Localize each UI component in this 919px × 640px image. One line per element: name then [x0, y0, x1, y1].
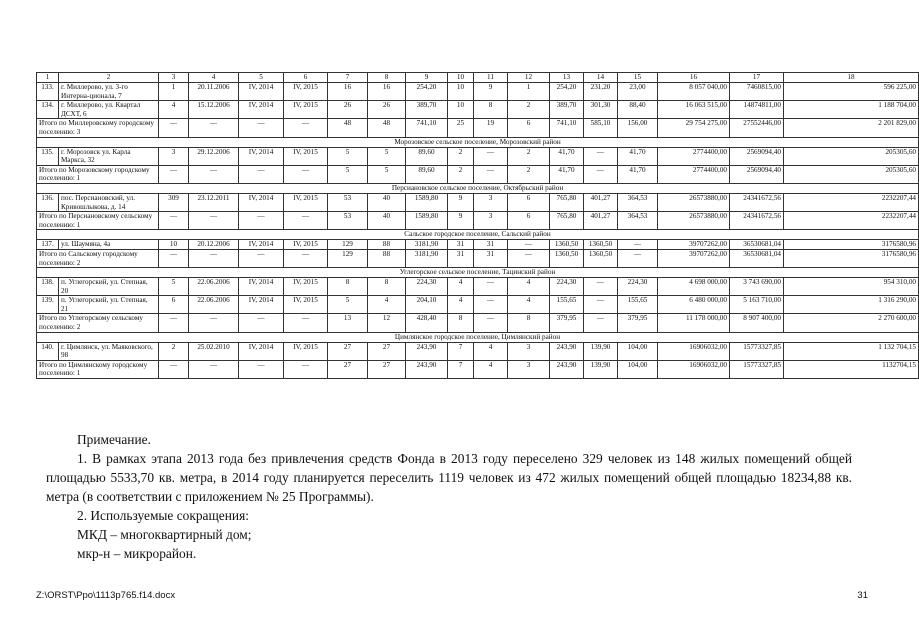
- table-cell: —: [284, 165, 328, 183]
- table-cell: 5: [328, 296, 368, 314]
- table-cell: 1132704,15: [784, 360, 919, 378]
- table-cell: 6: [159, 296, 189, 314]
- section-row: [37, 137, 919, 147]
- table-cell: 27: [328, 342, 368, 360]
- table-cell: 26: [328, 101, 368, 119]
- table-cell: 89,60: [406, 165, 448, 183]
- total-row: [37, 212, 919, 230]
- section-row: [37, 332, 919, 342]
- column-number: 9: [406, 73, 448, 83]
- table-cell: 155,65: [618, 296, 658, 314]
- table-cell: 5: [368, 165, 406, 183]
- table-cell: 156,00: [618, 119, 658, 137]
- table-cell: 41,70: [550, 165, 584, 183]
- table-cell: 6: [508, 212, 550, 230]
- table-cell: 16906032,00: [658, 342, 730, 360]
- table-cell: IV, 2014: [239, 147, 284, 165]
- table-cell: 16: [328, 83, 368, 101]
- table-cell: 16 063 515,00: [658, 101, 730, 119]
- table-cell: 3: [508, 342, 550, 360]
- table-cell: IV, 2015: [284, 147, 328, 165]
- table-cell: 136.: [37, 193, 59, 211]
- table-cell: 88: [368, 249, 406, 267]
- table-cell: 596 225,00: [784, 83, 919, 101]
- table-cell: —: [189, 212, 239, 230]
- table-cell: 1 188 704,00: [784, 101, 919, 119]
- table-cell: 364,53: [618, 193, 658, 211]
- table-cell: 2 270 600,00: [784, 314, 919, 332]
- table-cell: IV, 2014: [239, 101, 284, 119]
- table-cell: 27: [368, 342, 406, 360]
- table-cell: 16906032,00: [658, 360, 730, 378]
- table-cell: 20.11.2006: [189, 83, 239, 101]
- table-cell: 5: [328, 165, 368, 183]
- table-cell: 6: [508, 193, 550, 211]
- address-cell: г. Миллерово, ул. 3-го Интерна-ционала, 7: [59, 83, 159, 101]
- table-cell: —: [284, 314, 328, 332]
- total-label: Итого по Персиановскому сельскому поселению: 1: [37, 212, 159, 230]
- table-cell: 139.: [37, 296, 59, 314]
- table-cell: 741,10: [406, 119, 448, 137]
- column-number: 7: [328, 73, 368, 83]
- column-number: 17: [730, 73, 784, 83]
- table-cell: 27552446,00: [730, 119, 784, 137]
- column-number: 10: [448, 73, 474, 83]
- table-cell: 7460815,00: [730, 83, 784, 101]
- table-cell: 13: [328, 314, 368, 332]
- table-row: [37, 83, 919, 101]
- note-paragraph-2: 2. Используемые сокращения:: [77, 508, 249, 523]
- table-header-row: [37, 73, 919, 83]
- table-cell: 364,53: [618, 212, 658, 230]
- table-cell: 27: [328, 360, 368, 378]
- table-cell: 765,80: [550, 212, 584, 230]
- column-number: 1: [37, 73, 59, 83]
- table-cell: —: [474, 165, 508, 183]
- table-cell: —: [584, 147, 618, 165]
- table-cell: 40: [368, 212, 406, 230]
- table-cell: 2: [508, 165, 550, 183]
- table-cell: —: [189, 119, 239, 137]
- table-cell: 205305,60: [784, 147, 919, 165]
- table-row: [37, 342, 919, 360]
- table-cell: 26: [368, 101, 406, 119]
- table-cell: —: [159, 249, 189, 267]
- table-cell: —: [159, 212, 189, 230]
- table-cell: 2569094,40: [730, 147, 784, 165]
- table-cell: 89,60: [406, 147, 448, 165]
- total-label: Итого по Миллеровскому городскому поселению: 3: [37, 119, 159, 137]
- table-cell: 10: [448, 101, 474, 119]
- table-cell: 2: [508, 147, 550, 165]
- table-cell: 23.12.2011: [189, 193, 239, 211]
- column-number: 13: [550, 73, 584, 83]
- table-cell: 27: [368, 360, 406, 378]
- table-cell: IV, 2014: [239, 342, 284, 360]
- total-row: [37, 360, 919, 378]
- table-cell: IV, 2014: [239, 83, 284, 101]
- section-title: Персиановское сельское поселение, Октябрьский район: [37, 183, 919, 193]
- table-cell: 1360,50: [584, 240, 618, 250]
- note-paragraph-1: 1. В рамках этапа 2013 года без привлечения средств Фонда в 2013 году переселено 329 человек из 148 жилых помещений общей площадью 5533,70 кв. метра, в 2014 году планируется переселить 1119 человек из 472 жилых помещений общей площадью 18234,88 кв. метра (в соответствии с приложением № 25 Программы).: [46, 451, 852, 504]
- housing-relocation-table: [36, 72, 919, 379]
- table-cell: 8: [448, 314, 474, 332]
- table-cell: 2: [448, 147, 474, 165]
- total-label: Итого по Углегорскому сельскому поселению: 2: [37, 314, 159, 332]
- table-cell: 204,10: [406, 296, 448, 314]
- table-cell: —: [239, 165, 284, 183]
- table-row: [37, 147, 919, 165]
- page-number: 31: [857, 590, 868, 601]
- table-cell: —: [618, 249, 658, 267]
- table-cell: IV, 2015: [284, 342, 328, 360]
- table-cell: 15.12.2006: [189, 101, 239, 119]
- table-cell: 36530681,04: [730, 249, 784, 267]
- table-cell: —: [584, 165, 618, 183]
- table-row: [37, 240, 919, 250]
- note-heading: Примечание.: [77, 432, 151, 447]
- table-cell: 243,90: [406, 342, 448, 360]
- table-cell: 254,20: [406, 83, 448, 101]
- table-cell: 53: [328, 212, 368, 230]
- table-cell: 301,30: [584, 101, 618, 119]
- table-cell: 5: [328, 147, 368, 165]
- table-cell: 129: [328, 240, 368, 250]
- table-cell: 2569094,40: [730, 165, 784, 183]
- table-cell: 428,40: [406, 314, 448, 332]
- table-cell: 8 907 400,00: [730, 314, 784, 332]
- address-cell: пос. Персиановский, ул. Кривошлыкова, д. 14: [59, 193, 159, 211]
- table-cell: 22.06.2006: [189, 278, 239, 296]
- table-cell: —: [239, 314, 284, 332]
- table-cell: 954 310,00: [784, 278, 919, 296]
- table-cell: 1: [508, 83, 550, 101]
- table-cell: 15773327,85: [730, 342, 784, 360]
- table-cell: —: [508, 240, 550, 250]
- abbreviation-mkd: МКД – многоквартирный дом;: [77, 527, 252, 542]
- table-cell: 5: [368, 147, 406, 165]
- table-cell: 3181,90: [406, 240, 448, 250]
- table-cell: 401,27: [584, 212, 618, 230]
- table-cell: 31: [474, 240, 508, 250]
- table-cell: 5 163 710,00: [730, 296, 784, 314]
- address-cell: г. Морозовск ул. Карла Маркса, 32: [59, 147, 159, 165]
- table-cell: 8: [328, 278, 368, 296]
- column-number: 6: [284, 73, 328, 83]
- table-cell: 25: [448, 119, 474, 137]
- table-cell: 254,20: [550, 83, 584, 101]
- table-cell: 2: [508, 101, 550, 119]
- table-cell: 139,90: [584, 360, 618, 378]
- section-row: [37, 183, 919, 193]
- table-cell: 31: [474, 249, 508, 267]
- table-cell: 22.06.2006: [189, 296, 239, 314]
- table-cell: 129: [328, 249, 368, 267]
- table-cell: 379,95: [550, 314, 584, 332]
- total-row: [37, 249, 919, 267]
- table-cell: IV, 2014: [239, 296, 284, 314]
- table-cell: 2774400,00: [658, 165, 730, 183]
- table-cell: 29.12.2006: [189, 147, 239, 165]
- table-cell: —: [284, 119, 328, 137]
- table-cell: 4: [474, 342, 508, 360]
- table-row: [37, 193, 919, 211]
- column-number: 3: [159, 73, 189, 83]
- table-cell: 104,00: [618, 360, 658, 378]
- table-cell: —: [159, 314, 189, 332]
- table-cell: 24341672,56: [730, 193, 784, 211]
- total-label: Итого по Сальскому городскому поселению: 2: [37, 249, 159, 267]
- table-cell: 104,00: [618, 342, 658, 360]
- column-number: 4: [189, 73, 239, 83]
- section-title: Сальское городское поселение, Сальский район: [37, 230, 919, 240]
- table-cell: 7: [448, 360, 474, 378]
- table-cell: 9: [474, 83, 508, 101]
- table-cell: 3: [508, 360, 550, 378]
- address-cell: г. Цимлянск, ул. Маяковского, 98: [59, 342, 159, 360]
- table-cell: —: [584, 314, 618, 332]
- table-cell: 741,10: [550, 119, 584, 137]
- address-cell: п. Углегорский, ул. Степная, 20: [59, 278, 159, 296]
- abbreviation-mkr: мкр-н – микрорайон.: [77, 546, 197, 561]
- note-block: [46, 430, 852, 563]
- table-cell: 3: [474, 193, 508, 211]
- table-cell: 88,40: [618, 101, 658, 119]
- table-cell: 137.: [37, 240, 59, 250]
- table-cell: 1589,80: [406, 212, 448, 230]
- table-cell: 19: [474, 119, 508, 137]
- table-cell: —: [284, 360, 328, 378]
- table-cell: 25.02.2010: [189, 342, 239, 360]
- table-cell: 133.: [37, 83, 59, 101]
- table-cell: 134.: [37, 101, 59, 119]
- table-cell: 1360,50: [550, 249, 584, 267]
- table-cell: 2: [159, 342, 189, 360]
- table-cell: 8 057 040,00: [658, 83, 730, 101]
- table-cell: 224,30: [618, 278, 658, 296]
- table-cell: 8: [474, 101, 508, 119]
- table-cell: 10: [448, 83, 474, 101]
- table-cell: —: [584, 296, 618, 314]
- total-label: Итого по Цимлянскому городскому поселению: 1: [37, 360, 159, 378]
- table-cell: —: [189, 165, 239, 183]
- table-cell: 309: [159, 193, 189, 211]
- column-number: 2: [59, 73, 159, 83]
- table-cell: —: [284, 212, 328, 230]
- column-number: 16: [658, 73, 730, 83]
- address-cell: п. Углегорский, ул. Степная, 21: [59, 296, 159, 314]
- table-cell: 2774400,00: [658, 147, 730, 165]
- table-cell: 11 178 000,00: [658, 314, 730, 332]
- table-cell: —: [189, 360, 239, 378]
- table-cell: 2 201 829,00: [784, 119, 919, 137]
- table-cell: 48: [328, 119, 368, 137]
- table-cell: 6: [508, 119, 550, 137]
- table-cell: 379,95: [618, 314, 658, 332]
- table-cell: 8: [368, 278, 406, 296]
- table-cell: 3176580,96: [784, 240, 919, 250]
- table-cell: —: [474, 314, 508, 332]
- table-cell: 41,70: [618, 165, 658, 183]
- table-cell: 20.12.2006: [189, 240, 239, 250]
- section-title: Цимлянское городское поселение, Цимлянский район: [37, 332, 919, 342]
- table-cell: 585,10: [584, 119, 618, 137]
- table-cell: —: [508, 249, 550, 267]
- column-number: 18: [784, 73, 919, 83]
- table-cell: 4: [474, 360, 508, 378]
- table-cell: 138.: [37, 278, 59, 296]
- table-cell: 1360,50: [550, 240, 584, 250]
- total-row: [37, 119, 919, 137]
- table-cell: —: [474, 278, 508, 296]
- table-cell: 16: [368, 83, 406, 101]
- table-cell: —: [189, 249, 239, 267]
- section-row: [37, 230, 919, 240]
- table-cell: IV, 2015: [284, 101, 328, 119]
- table-cell: 9: [448, 193, 474, 211]
- section-row: [37, 268, 919, 278]
- table-cell: —: [189, 314, 239, 332]
- table-cell: 243,90: [550, 360, 584, 378]
- table-cell: 1: [159, 83, 189, 101]
- table-cell: 4: [508, 278, 550, 296]
- column-number: 15: [618, 73, 658, 83]
- table-cell: 7: [448, 342, 474, 360]
- table-cell: IV, 2015: [284, 278, 328, 296]
- table-cell: —: [584, 278, 618, 296]
- table-cell: IV, 2015: [284, 193, 328, 211]
- table-cell: IV, 2015: [284, 296, 328, 314]
- table-cell: 26573880,00: [658, 193, 730, 211]
- table-cell: 36530681,04: [730, 240, 784, 250]
- table-cell: 4: [368, 296, 406, 314]
- table-cell: 4: [159, 101, 189, 119]
- table-cell: 2232207,44: [784, 193, 919, 211]
- table-cell: 41,70: [618, 147, 658, 165]
- table-cell: 243,90: [406, 360, 448, 378]
- table-cell: —: [474, 147, 508, 165]
- table-cell: 243,90: [550, 342, 584, 360]
- table-cell: 14874811,00: [730, 101, 784, 119]
- table-cell: —: [159, 360, 189, 378]
- table-cell: 139,90: [584, 342, 618, 360]
- table-row: [37, 296, 919, 314]
- table-cell: 26573880,00: [658, 212, 730, 230]
- column-number: 11: [474, 73, 508, 83]
- table-cell: —: [618, 240, 658, 250]
- total-row: [37, 314, 919, 332]
- table-cell: 12: [368, 314, 406, 332]
- table-cell: 4: [448, 296, 474, 314]
- address-cell: ул. Шаумяна, 4а: [59, 240, 159, 250]
- table-cell: 4: [508, 296, 550, 314]
- table-cell: 389,70: [550, 101, 584, 119]
- table-row: [37, 101, 919, 119]
- table-cell: 4: [448, 278, 474, 296]
- table-cell: 88: [368, 240, 406, 250]
- table-cell: —: [474, 296, 508, 314]
- column-number: 5: [239, 73, 284, 83]
- table-cell: IV, 2015: [284, 83, 328, 101]
- table-cell: 15773327,85: [730, 360, 784, 378]
- column-number: 8: [368, 73, 406, 83]
- table-cell: 205305,60: [784, 165, 919, 183]
- table-cell: IV, 2015: [284, 240, 328, 250]
- table-cell: 765,80: [550, 193, 584, 211]
- table-cell: 40: [368, 193, 406, 211]
- table-cell: —: [159, 165, 189, 183]
- table-cell: 24341672,56: [730, 212, 784, 230]
- table-cell: 401,27: [584, 193, 618, 211]
- table-cell: —: [159, 119, 189, 137]
- column-number: 12: [508, 73, 550, 83]
- table-cell: —: [239, 119, 284, 137]
- table-cell: 53: [328, 193, 368, 211]
- table-cell: 48: [368, 119, 406, 137]
- table-cell: IV, 2014: [239, 240, 284, 250]
- table-cell: 23,00: [618, 83, 658, 101]
- table-cell: 2: [448, 165, 474, 183]
- table-cell: 140.: [37, 342, 59, 360]
- table-cell: 41,70: [550, 147, 584, 165]
- table-cell: 135.: [37, 147, 59, 165]
- table-cell: 3176580,96: [784, 249, 919, 267]
- table-row: [37, 278, 919, 296]
- table-cell: IV, 2014: [239, 278, 284, 296]
- column-number: 14: [584, 73, 618, 83]
- table-cell: 3: [474, 212, 508, 230]
- table-cell: IV, 2014: [239, 193, 284, 211]
- table-cell: 39707262,00: [658, 249, 730, 267]
- table-cell: 155,65: [550, 296, 584, 314]
- table-cell: 231,20: [584, 83, 618, 101]
- table-cell: —: [239, 212, 284, 230]
- total-row: [37, 165, 919, 183]
- file-path: Z:\ORST\Ppo\1113p765.f14.docx: [36, 590, 176, 601]
- table-cell: 39707262,00: [658, 240, 730, 250]
- total-label: Итого по Морозовскому городскому поселению: 1: [37, 165, 159, 183]
- table-cell: 1 132 704,15: [784, 342, 919, 360]
- table-cell: 224,30: [550, 278, 584, 296]
- table-cell: 3: [159, 147, 189, 165]
- table-cell: 29 754 275,00: [658, 119, 730, 137]
- table-cell: 224,30: [406, 278, 448, 296]
- table-cell: 1589,80: [406, 193, 448, 211]
- section-title: Углегорское сельское поселение, Тацинский район: [37, 268, 919, 278]
- table-cell: 1360,50: [584, 249, 618, 267]
- table-cell: 31: [448, 240, 474, 250]
- table-cell: —: [239, 360, 284, 378]
- table-cell: 3 743 690,00: [730, 278, 784, 296]
- table-cell: 4 698 000,00: [658, 278, 730, 296]
- address-cell: г. Миллерово, ул. Квартал ДСХТ, 6: [59, 101, 159, 119]
- table-cell: 2232207,44: [784, 212, 919, 230]
- table-cell: 6 480 000,00: [658, 296, 730, 314]
- table-cell: —: [284, 249, 328, 267]
- table-cell: 389,70: [406, 101, 448, 119]
- table-cell: 10: [159, 240, 189, 250]
- table-cell: 3181,90: [406, 249, 448, 267]
- table-cell: 1 316 290,00: [784, 296, 919, 314]
- section-title: Морозовское сельское поселение, Морозовский район: [37, 137, 919, 147]
- table-cell: 31: [448, 249, 474, 267]
- table-cell: 5: [159, 278, 189, 296]
- table-cell: 9: [448, 212, 474, 230]
- table-cell: —: [239, 249, 284, 267]
- table-cell: 8: [508, 314, 550, 332]
